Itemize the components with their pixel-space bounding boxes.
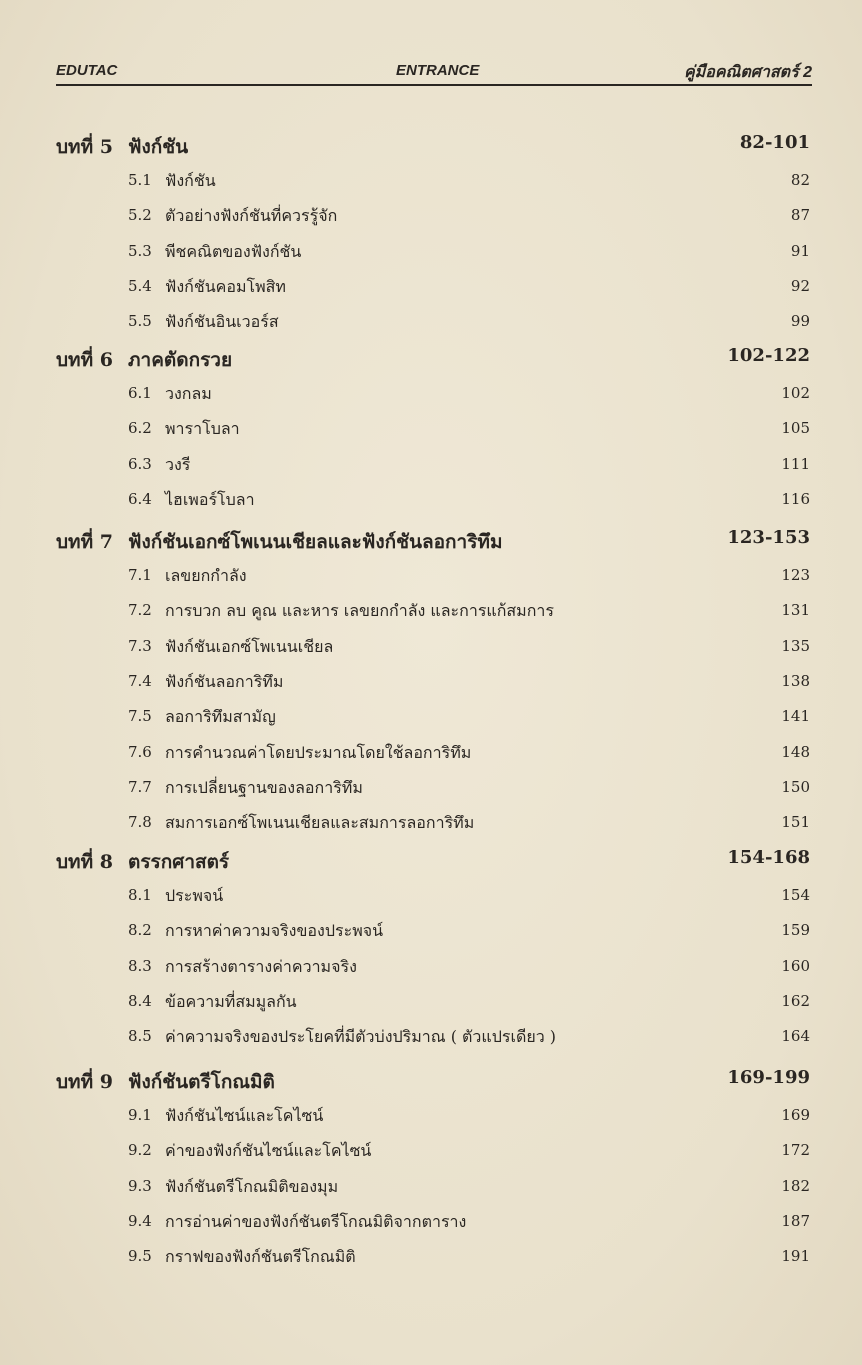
section-number: 8.1 bbox=[128, 886, 152, 904]
chapter-page-range: 169-199 bbox=[727, 1067, 810, 1088]
chapter-title: ฟังก์ชันตรีโกณมิติ bbox=[128, 1071, 275, 1093]
chapter-heading bbox=[0, 527, 862, 557]
section-number: 8.2 bbox=[128, 921, 152, 940]
chapter-page-range: 82-101 bbox=[739, 132, 810, 153]
chapter-heading bbox=[0, 345, 862, 375]
chapter-label: บทที่ 8 bbox=[56, 851, 113, 873]
section-page-number: 162 bbox=[781, 991, 810, 1010]
section-title: ฟังก์ชัน bbox=[165, 171, 216, 190]
section-title: ค่าของฟังก์ชันไซน์และโคไซน์ bbox=[165, 1141, 372, 1161]
chapter-label: บทที่ 7 bbox=[56, 531, 113, 553]
section-page-number: 191 bbox=[781, 1247, 810, 1266]
section-page-number: 160 bbox=[781, 956, 810, 975]
section-number: 7.8 bbox=[128, 813, 152, 832]
chapter-heading bbox=[0, 132, 862, 162]
toc-section-row bbox=[0, 1104, 862, 1134]
toc-section-row bbox=[0, 670, 862, 700]
header-publisher: EDUTAC bbox=[56, 62, 118, 79]
toc-section-row bbox=[0, 240, 862, 270]
section-number: 7.2 bbox=[128, 601, 152, 620]
toc-section-row bbox=[0, 488, 862, 518]
section-number: 8.3 bbox=[128, 956, 152, 975]
chapter-label: บทที่ 9 bbox=[56, 1071, 113, 1093]
section-title: ฟังก์ชันไซน์และโคไซน์ bbox=[165, 1106, 324, 1125]
section-title: การบวก ลบ คูณ และหาร เลขยกกำลัง และการแก้สมการ bbox=[165, 601, 554, 621]
section-title: การเปลี่ยนฐานของลอการิทึม bbox=[165, 777, 363, 797]
section-page-number: 138 bbox=[781, 671, 810, 690]
section-title: สมการเอกซ์โพเนนเชียลและสมการลอการิทึม bbox=[165, 813, 475, 833]
section-number: 6.4 bbox=[128, 489, 152, 508]
chapter-title: ฟังก์ชัน bbox=[128, 136, 189, 158]
section-page-number: 135 bbox=[781, 636, 810, 655]
chapter-label: บทที่ 5 bbox=[56, 136, 113, 158]
section-title: ค่าความจริงของประโยคที่มีตัวบ่งปริมาณ ( ตัวแปรเดียว ) bbox=[165, 1027, 557, 1047]
section-page-number: 169 bbox=[781, 1106, 810, 1124]
chapter-label: บทที่ 6 bbox=[56, 349, 113, 371]
section-title: ฟังก์ชันอินเวอร์ส bbox=[165, 312, 279, 332]
toc-section-row bbox=[0, 1175, 862, 1205]
section-page-number: 131 bbox=[781, 601, 810, 620]
section-number: 6.1 bbox=[128, 384, 152, 402]
section-page-number: 92 bbox=[790, 276, 810, 295]
section-title: ข้อความที่สมมูลกัน bbox=[165, 991, 297, 1011]
toc-section-row bbox=[0, 990, 862, 1020]
section-title: การหาค่าความจริงของประพจน์ bbox=[165, 921, 384, 941]
section-number: 7.4 bbox=[128, 671, 152, 690]
section-title: ฟังก์ชันตรีโกณมิติของมุม bbox=[165, 1176, 339, 1196]
section-number: 5.3 bbox=[128, 241, 152, 260]
section-title: ลอการิทึมสามัญ bbox=[165, 707, 276, 727]
toc-section-row bbox=[0, 382, 862, 412]
toc-section-row bbox=[0, 635, 862, 665]
section-number: 7.1 bbox=[128, 566, 152, 584]
section-page-number: 151 bbox=[781, 813, 810, 832]
section-title: ตัวอย่างฟังก์ชันที่ควรรู้จัก bbox=[165, 206, 338, 226]
section-title: พีชคณิตของฟังก์ชัน bbox=[165, 241, 302, 261]
section-page-number: 172 bbox=[781, 1141, 810, 1160]
section-page-number: 99 bbox=[790, 312, 810, 331]
section-title: ไฮเพอร์โบลา bbox=[165, 489, 255, 509]
toc-section-row bbox=[0, 1139, 862, 1169]
toc-section-row bbox=[0, 310, 862, 340]
section-title: กราฟของฟังก์ชันตรีโกณมิติ bbox=[165, 1247, 356, 1267]
section-page-number: 123 bbox=[781, 566, 810, 584]
chapter-page-range: 102-122 bbox=[727, 345, 810, 366]
section-number: 5.1 bbox=[128, 171, 152, 189]
section-page-number: 111 bbox=[781, 454, 810, 473]
toc-section-row bbox=[0, 169, 862, 199]
section-page-number: 159 bbox=[781, 921, 810, 940]
section-title: วงรี bbox=[165, 454, 191, 474]
section-number: 7.3 bbox=[128, 636, 152, 655]
toc-section-row bbox=[0, 1025, 862, 1055]
section-title: การคำนวณค่าโดยประมาณโดยใช้ลอการิทึม bbox=[165, 742, 472, 762]
section-number: 7.6 bbox=[128, 742, 152, 761]
toc-section-row bbox=[0, 884, 862, 914]
section-number: 9.3 bbox=[128, 1176, 152, 1195]
section-number: 7.7 bbox=[128, 777, 152, 796]
section-page-number: 182 bbox=[781, 1176, 810, 1195]
toc-section-row bbox=[0, 204, 862, 234]
section-number: 7.5 bbox=[128, 707, 152, 726]
chapter-title: ตรรกศาสตร์ bbox=[128, 851, 230, 873]
section-title: การสร้างตารางค่าความจริง bbox=[165, 956, 357, 976]
section-page-number: 150 bbox=[781, 777, 810, 796]
section-title: เลขยกกำลัง bbox=[165, 566, 247, 585]
section-page-number: 102 bbox=[781, 384, 810, 402]
header-book-title: คู่มือคณิตศาสตร์ 2 bbox=[683, 64, 812, 81]
section-title: พาราโบลา bbox=[165, 419, 240, 439]
section-page-number: 82 bbox=[790, 171, 810, 189]
section-number: 5.4 bbox=[128, 276, 152, 295]
toc-section-row bbox=[0, 564, 862, 594]
section-page-number: 187 bbox=[781, 1211, 810, 1230]
toc-section-row bbox=[0, 1210, 862, 1240]
section-number: 9.5 bbox=[128, 1247, 152, 1266]
section-page-number: 148 bbox=[781, 742, 810, 761]
toc-section-row bbox=[0, 417, 862, 447]
section-page-number: 141 bbox=[781, 707, 810, 726]
section-title: การอ่านค่าของฟังก์ชันตรีโกณมิติจากตาราง bbox=[165, 1211, 467, 1231]
header-series: ENTRANCE bbox=[396, 62, 480, 79]
section-number: 9.2 bbox=[128, 1141, 152, 1160]
section-page-number: 164 bbox=[781, 1027, 810, 1046]
chapter-heading bbox=[0, 1067, 862, 1097]
toc-section-row bbox=[0, 919, 862, 949]
chapter-heading bbox=[0, 847, 862, 877]
section-number: 8.5 bbox=[128, 1027, 152, 1046]
section-number: 9.1 bbox=[128, 1106, 152, 1124]
section-number: 9.4 bbox=[128, 1211, 152, 1230]
toc-section-row bbox=[0, 275, 862, 305]
toc-section-row bbox=[0, 705, 862, 735]
section-page-number: 154 bbox=[781, 886, 810, 904]
toc-section-row bbox=[0, 599, 862, 629]
section-number: 6.3 bbox=[128, 454, 152, 473]
chapter-title: ภาคตัดกรวย bbox=[128, 349, 233, 371]
toc-section-row bbox=[0, 955, 862, 985]
chapter-page-range: 154-168 bbox=[727, 847, 810, 868]
toc-section-row bbox=[0, 741, 862, 771]
section-number: 6.2 bbox=[128, 419, 152, 438]
section-title: วงกลม bbox=[165, 384, 212, 403]
toc-section-row bbox=[0, 1245, 862, 1275]
section-page-number: 116 bbox=[781, 489, 810, 508]
chapter-page-range: 123-153 bbox=[727, 527, 810, 548]
section-number: 8.4 bbox=[128, 991, 152, 1010]
section-number: 5.5 bbox=[128, 312, 152, 331]
chapter-title: ฟังก์ชันเอกซ์โพเนนเชียลและฟังก์ชันลอการิทึม bbox=[128, 531, 503, 553]
section-number: 5.2 bbox=[128, 206, 152, 225]
section-title: ฟังก์ชันลอการิทึม bbox=[165, 671, 284, 691]
section-title: ประพจน์ bbox=[165, 886, 224, 905]
toc-section-row bbox=[0, 811, 862, 841]
section-page-number: 91 bbox=[790, 241, 810, 260]
section-page-number: 105 bbox=[781, 419, 810, 438]
section-title: ฟังก์ชันเอกซ์โพเนนเชียล bbox=[165, 636, 334, 656]
toc-section-row bbox=[0, 453, 862, 483]
section-title: ฟังก์ชันคอมโพสิท bbox=[165, 276, 286, 296]
section-page-number: 87 bbox=[790, 206, 810, 225]
toc-section-row bbox=[0, 776, 862, 806]
